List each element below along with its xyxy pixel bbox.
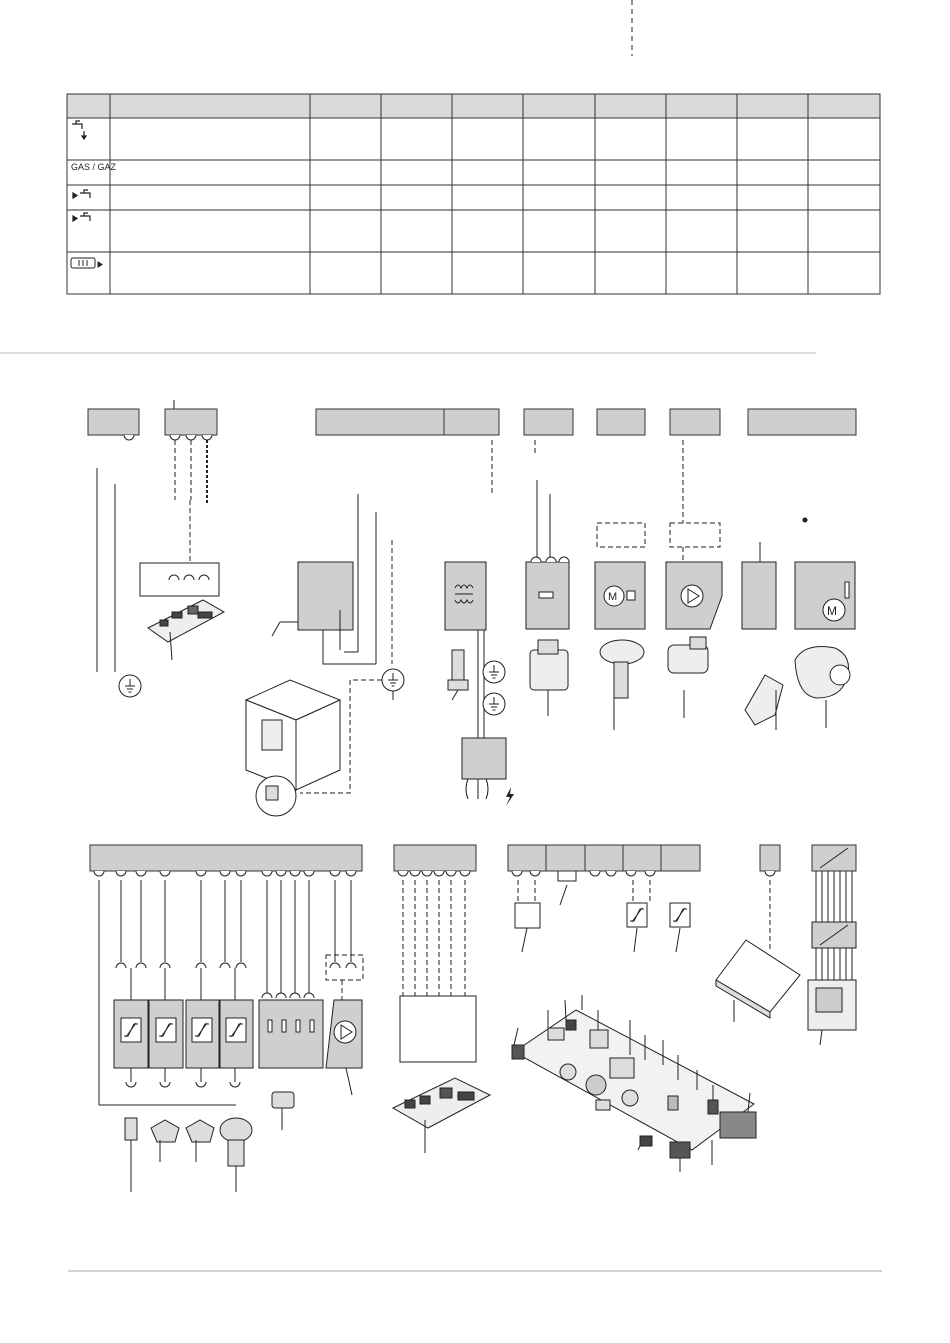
gas-valve-icon [526, 557, 569, 716]
display-module-icon [808, 871, 856, 1045]
diverter-motor-icon [595, 562, 645, 730]
earth-icon [382, 669, 404, 691]
svg-text:M: M [827, 604, 837, 618]
electrode-icon [448, 650, 468, 700]
svg-text:GAS / GAZ: GAS / GAZ [71, 162, 117, 172]
gas-icon [71, 162, 117, 172]
pcb-icon [393, 1078, 490, 1153]
control-box-icon [400, 996, 476, 1062]
bottom-connector-boxes [90, 845, 856, 871]
pcb-connector-icon [259, 1000, 323, 1068]
earth-icon [483, 661, 505, 683]
ignition-transformer-icon [445, 562, 486, 630]
spark-unit-icon [462, 738, 506, 779]
pcb-icon [512, 1010, 756, 1158]
spec-table [67, 94, 880, 294]
fan-icon [795, 562, 855, 728]
control-box-icon [298, 562, 353, 630]
top-connector-boxes [88, 409, 856, 435]
pcb-icon [148, 600, 224, 660]
earth-icon [119, 675, 141, 697]
earth-icon [483, 693, 505, 715]
sensor-icon [742, 562, 783, 730]
pump-icon [666, 562, 722, 718]
lightning-icon [506, 787, 514, 806]
boiler-casing-icon [246, 680, 340, 816]
svg-text:M: M [608, 591, 618, 603]
pump-icon [326, 1000, 362, 1095]
pcb-connector-icon [140, 563, 219, 596]
sensor-icon [125, 1092, 294, 1192]
laptop-icon [716, 940, 800, 1022]
